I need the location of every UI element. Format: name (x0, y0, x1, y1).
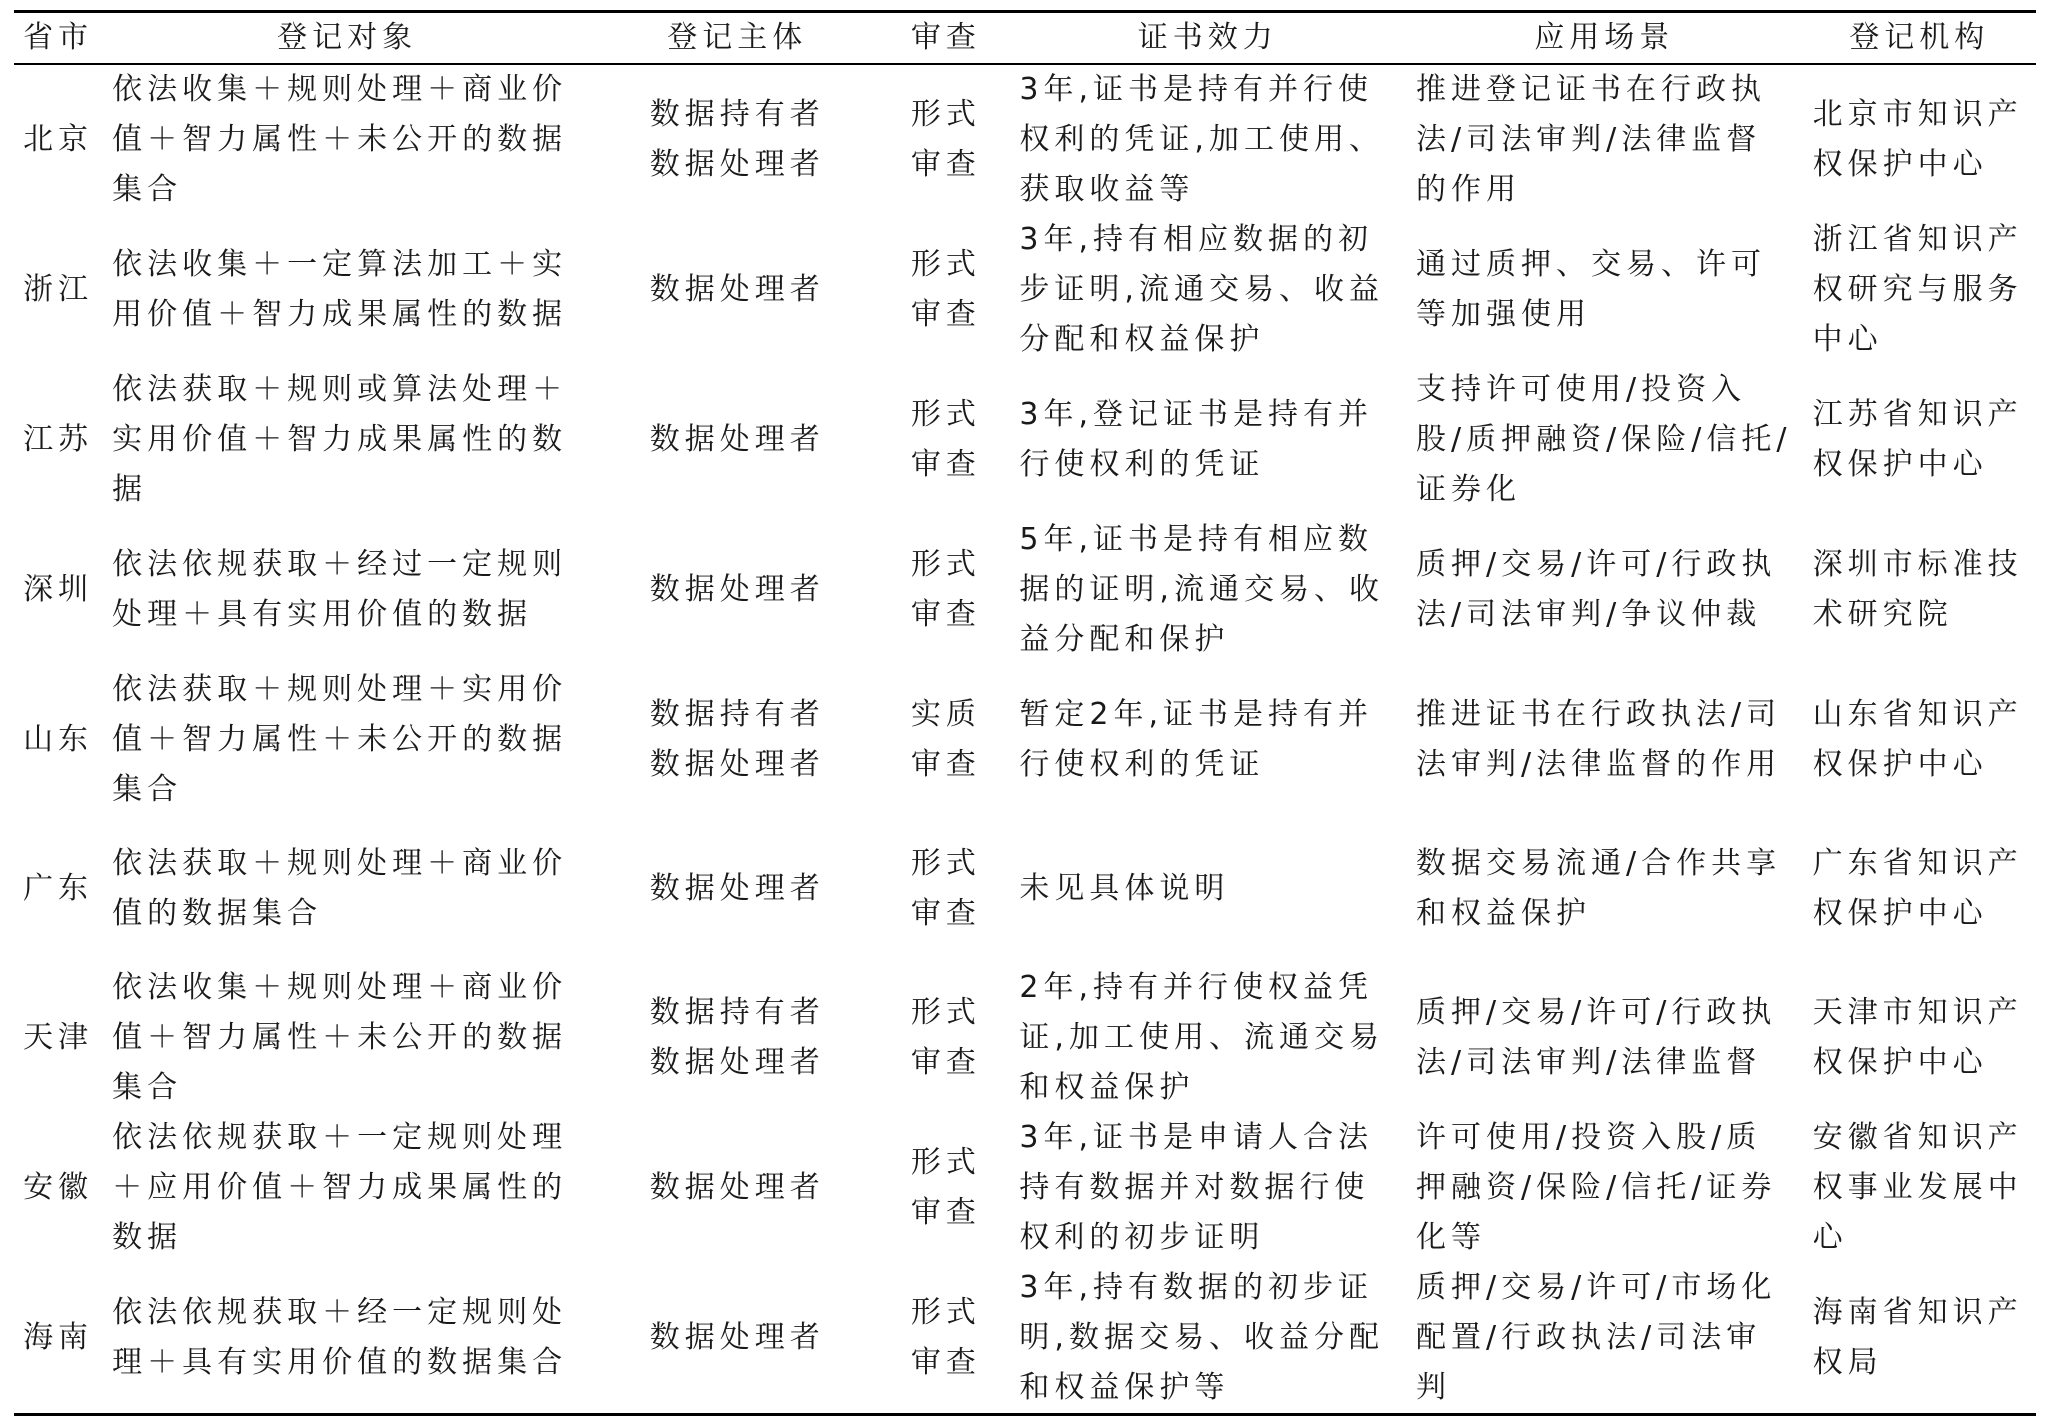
application-scenario-cell (1406, 215, 1803, 365)
header-province: 省市 (14, 12, 102, 65)
review-cell (882, 963, 1009, 1113)
review-type-text: 形式 (910, 1295, 981, 1330)
certificate-effect-text: 5年,证书是持有相应数据的证明,流通交易、收益分配和保护 (1019, 522, 1384, 657)
registration-subject-text: 数据处理者 (649, 1045, 825, 1080)
review-type-text: 审查 (910, 1195, 981, 1230)
header-registration-object: 登记对象 (102, 12, 592, 65)
registration-agency-cell (1803, 815, 2036, 963)
registration-subject-cell (592, 815, 882, 963)
province-name: 天津 (23, 1020, 94, 1055)
registration-subject-text: 数据处理者 (649, 747, 825, 782)
province-name: 山东 (23, 722, 94, 757)
certificate-effect-text: 3年,证书是持有并行使权利的凭证,加工使用、获取收益等 (1019, 72, 1384, 207)
review-cell (882, 1113, 1009, 1263)
registration-subject-text: 数据持有者 (649, 995, 825, 1030)
registration-agency-text: 浙江省知识产权研究与服务中心 (1812, 222, 2023, 357)
registration-object-text: 依法收集＋一定算法加工＋实用价值＋智力成果属性的数据 (112, 247, 568, 332)
table-row (14, 365, 2036, 515)
review-type-text: 审查 (910, 297, 981, 332)
application-scenario-text: 通过质押、交易、许可等加强使用 (1416, 247, 1767, 332)
province-name: 海南 (23, 1320, 94, 1355)
certificate-effect-cell (1009, 1263, 1406, 1415)
registration-agency-cell (1803, 515, 2036, 665)
registration-agency-text: 天津市知识产权保护中心 (1812, 995, 2023, 1080)
header-application-scenario: 应用场景 (1406, 12, 1803, 65)
registration-object-text: 依法获取＋规则处理＋实用价值＋智力属性＋未公开的数据集合 (112, 672, 568, 807)
table-row (14, 64, 2036, 215)
table-header (14, 12, 2036, 65)
registration-agency-cell (1803, 64, 2036, 215)
review-type-text: 形式 (910, 247, 981, 282)
header-registration-subject: 登记主体 (592, 12, 882, 65)
application-scenario-cell (1406, 515, 1803, 665)
review-cell (882, 515, 1009, 665)
registration-agency-cell (1803, 963, 2036, 1113)
registration-object-cell (102, 1113, 592, 1263)
registration-object-cell (102, 665, 592, 815)
province-cell (14, 963, 102, 1113)
review-type-text: 形式 (910, 97, 981, 132)
review-type-text: 审查 (910, 1345, 981, 1380)
registration-agency-cell (1803, 1263, 2036, 1415)
province-cell (14, 665, 102, 815)
review-type-text: 审查 (910, 747, 981, 782)
header-review: 审查 (882, 12, 1009, 65)
certificate-effect-cell (1009, 64, 1406, 215)
province-cell (14, 64, 102, 215)
registration-object-cell (102, 1263, 592, 1415)
registration-object-cell (102, 963, 592, 1113)
certificate-effect-text: 3年,证书是申请人合法持有数据并对数据行使权利的初步证明 (1019, 1120, 1374, 1255)
registration-table-container (14, 10, 2036, 1405)
province-name: 浙江 (23, 272, 94, 307)
review-type-text: 实质 (910, 697, 981, 732)
province-cell (14, 815, 102, 963)
table-row (14, 963, 2036, 1113)
application-scenario-cell (1406, 64, 1803, 215)
certificate-effect-text: 3年,持有数据的初步证明,数据交易、收益分配和权益保护等 (1019, 1270, 1384, 1405)
province-name: 广东 (23, 871, 94, 906)
registration-agency-text: 山东省知识产权保护中心 (1812, 697, 2023, 782)
registration-object-text: 依法收集＋规则处理＋商业价值＋智力属性＋未公开的数据集合 (112, 72, 568, 207)
application-scenario-text: 质押/交易/许可/行政执法/司法审判/法律监督 (1416, 995, 1777, 1080)
province-cell (14, 365, 102, 515)
review-cell (882, 365, 1009, 515)
data-registration-comparison-table (14, 10, 2036, 1416)
registration-object-cell (102, 215, 592, 365)
application-scenario-cell (1406, 1263, 1803, 1415)
registration-object-text: 依法获取＋规则处理＋商业价值的数据集合 (112, 846, 568, 931)
table-row (14, 515, 2036, 665)
review-type-text: 审查 (910, 447, 981, 482)
application-scenario-cell (1406, 365, 1803, 515)
registration-agency-text: 北京市知识产权保护中心 (1812, 97, 2023, 182)
province-name: 安徽 (23, 1170, 94, 1205)
review-cell (882, 64, 1009, 215)
header-row (14, 12, 2036, 65)
table-row (14, 1113, 2036, 1263)
application-scenario-text: 数据交易流通/合作共享和权益保护 (1416, 846, 1782, 931)
review-type-text: 审查 (910, 1045, 981, 1080)
review-type-text: 形式 (910, 995, 981, 1030)
certificate-effect-text: 3年,持有相应数据的初步证明,流通交易、收益分配和权益保护 (1019, 222, 1384, 357)
review-type-text: 形式 (910, 1145, 981, 1180)
review-cell (882, 215, 1009, 365)
registration-agency-cell (1803, 1113, 2036, 1263)
application-scenario-cell (1406, 665, 1803, 815)
certificate-effect-cell (1009, 665, 1406, 815)
registration-subject-text: 数据处理者 (649, 147, 825, 182)
application-scenario-cell (1406, 815, 1803, 963)
registration-subject-cell (592, 963, 882, 1113)
application-scenario-text: 质押/交易/许可/市场化配置/行政执法/司法审判 (1416, 1270, 1777, 1405)
province-cell (14, 515, 102, 665)
certificate-effect-text: 3年,登记证书是持有并行使权利的凭证 (1019, 397, 1374, 482)
registration-subject-text: 数据持有者 (649, 97, 825, 132)
certificate-effect-cell (1009, 515, 1406, 665)
review-cell (882, 1263, 1009, 1415)
registration-subject-cell (592, 64, 882, 215)
registration-agency-text: 深圳市标准技术研究院 (1812, 547, 2023, 632)
province-name: 北京 (23, 122, 94, 157)
registration-agency-text: 海南省知识产权局 (1812, 1295, 2023, 1380)
registration-object-text: 依法依规获取＋一定规则处理＋应用价值＋智力成果属性的数据 (112, 1120, 568, 1255)
certificate-effect-cell (1009, 1113, 1406, 1263)
province-cell (14, 215, 102, 365)
application-scenario-text: 支持许可使用/投资入股/质押融资/保险/信托/证券化 (1416, 372, 1792, 507)
review-type-text: 形式 (910, 397, 981, 432)
province-name: 深圳 (23, 572, 94, 607)
registration-agency-cell (1803, 215, 2036, 365)
registration-agency-cell (1803, 665, 2036, 815)
registration-subject-text: 数据处理者 (649, 871, 825, 906)
registration-subject-cell (592, 1113, 882, 1263)
table-row (14, 815, 2036, 963)
registration-object-text: 依法依规获取＋经一定规则处理＋具有实用价值的数据集合 (112, 1295, 568, 1380)
registration-subject-cell (592, 1263, 882, 1415)
registration-object-text: 依法依规获取＋经过一定规则处理＋具有实用价值的数据 (112, 547, 568, 632)
certificate-effect-text: 2年,持有并行使权益凭证,加工使用、流通交易和权益保护 (1019, 970, 1384, 1105)
header-registration-agency: 登记机构 (1803, 12, 2036, 65)
registration-subject-text: 数据处理者 (649, 272, 825, 307)
registration-subject-cell (592, 515, 882, 665)
review-type-text: 形式 (910, 547, 981, 582)
review-cell (882, 665, 1009, 815)
registration-subject-cell (592, 215, 882, 365)
certificate-effect-cell (1009, 815, 1406, 963)
registration-agency-text: 江苏省知识产权保护中心 (1812, 397, 2023, 482)
review-type-text: 审查 (910, 896, 981, 931)
application-scenario-text: 推进登记证书在行政执法/司法审判/法律监督的作用 (1416, 72, 1767, 207)
registration-object-cell (102, 64, 592, 215)
table-row (14, 215, 2036, 365)
application-scenario-cell (1406, 1113, 1803, 1263)
certificate-effect-text: 未见具体说明 (1019, 871, 1230, 906)
registration-subject-text: 数据处理者 (649, 1320, 825, 1355)
review-type-text: 审查 (910, 147, 981, 182)
header-certificate-effect: 证书效力 (1009, 12, 1406, 65)
registration-object-cell (102, 515, 592, 665)
registration-agency-cell (1803, 365, 2036, 515)
registration-subject-text: 数据处理者 (649, 1170, 825, 1205)
registration-object-cell (102, 365, 592, 515)
review-type-text: 形式 (910, 846, 981, 881)
registration-subject-text: 数据处理者 (649, 572, 825, 607)
registration-subject-cell (592, 365, 882, 515)
application-scenario-text: 推进证书在行政执法/司法审判/法律监督的作用 (1416, 697, 1782, 782)
province-cell (14, 1113, 102, 1263)
application-scenario-text: 质押/交易/许可/行政执法/司法审判/争议仲裁 (1416, 547, 1777, 632)
review-type-text: 审查 (910, 597, 981, 632)
table-row (14, 1263, 2036, 1415)
table-row (14, 665, 2036, 815)
registration-object-cell (102, 815, 592, 963)
registration-subject-cell (592, 665, 882, 815)
review-cell (882, 815, 1009, 963)
certificate-effect-cell (1009, 215, 1406, 365)
certificate-effect-text: 暂定2年,证书是持有并行使权利的凭证 (1019, 697, 1374, 782)
application-scenario-cell (1406, 963, 1803, 1113)
table-body (14, 64, 2036, 1415)
registration-subject-text: 数据处理者 (649, 422, 825, 457)
province-cell (14, 1263, 102, 1415)
registration-object-text: 依法收集＋规则处理＋商业价值＋智力属性＋未公开的数据集合 (112, 970, 568, 1105)
province-name: 江苏 (23, 422, 94, 457)
registration-agency-text: 广东省知识产权保护中心 (1812, 846, 2023, 931)
application-scenario-text: 许可使用/投资入股/质押融资/保险/信托/证券化等 (1416, 1120, 1777, 1255)
certificate-effect-cell (1009, 963, 1406, 1113)
registration-object-text: 依法获取＋规则或算法处理＋实用价值＋智力成果属性的数据 (112, 372, 568, 507)
certificate-effect-cell (1009, 365, 1406, 515)
registration-subject-text: 数据持有者 (649, 697, 825, 732)
registration-agency-text: 安徽省知识产权事业发展中心 (1812, 1120, 2023, 1255)
